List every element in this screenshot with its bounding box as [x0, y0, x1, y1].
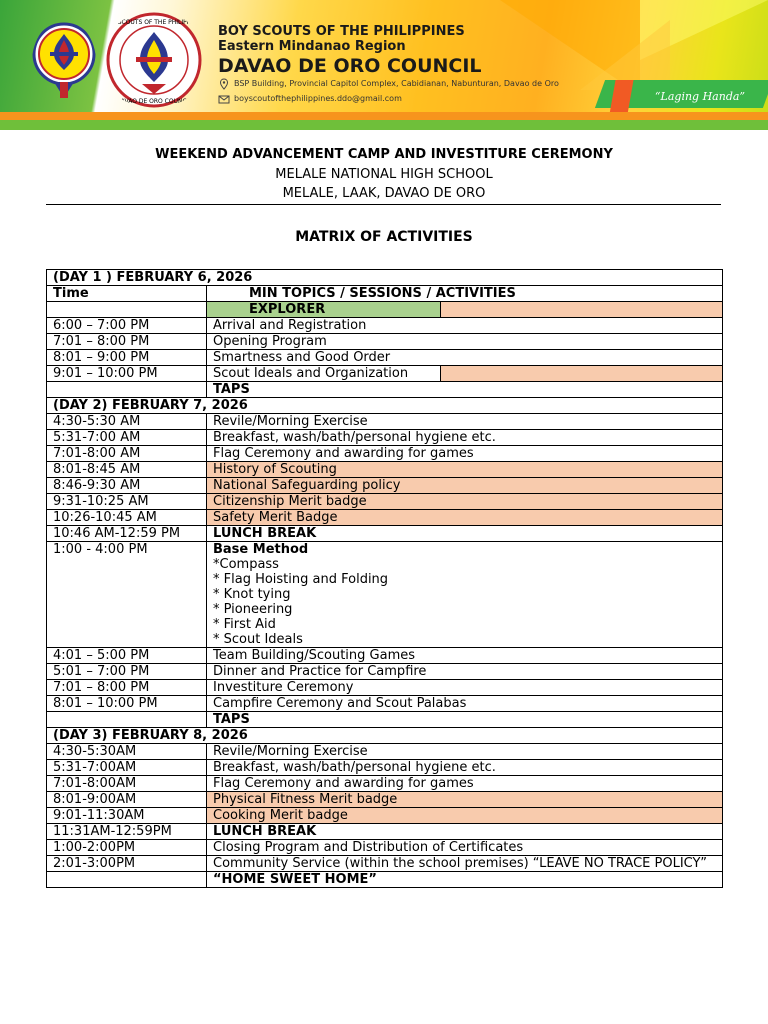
table-row — [47, 510, 723, 526]
time-cell: 8:01-9:00AM — [47, 792, 207, 808]
time-cell: 9:31-10:25 AM — [47, 494, 207, 510]
day2-label: (DAY 2) FEBRUARY 7, 2026 — [47, 398, 723, 414]
taps-row — [47, 382, 723, 398]
council-address: BSP Building, Provincial Capitol Complex, Cabidianan, Nabunturan, Davao de Oro — [234, 79, 559, 88]
table-row — [47, 808, 723, 824]
venue-name: MELALE NATIONAL HIGH SCHOOL — [275, 167, 493, 182]
location-pin-icon — [218, 78, 230, 90]
base-method-cell — [207, 542, 723, 648]
day-header-row — [47, 398, 723, 414]
council-seal-logo — [98, 12, 210, 108]
table-row — [47, 350, 723, 366]
matrix-title: MATRIX OF ACTIVITIES — [295, 229, 473, 245]
activity-cell: Campfire Ceremony and Scout Palabas — [207, 696, 723, 712]
table-row — [47, 318, 723, 334]
activity-cell: Opening Program — [207, 334, 723, 350]
activity-cell: LUNCH BREAK — [207, 526, 723, 542]
time-cell: 11:31AM-12:59PM — [47, 824, 207, 840]
table-row — [47, 840, 723, 856]
activity-cell: Safety Merit Badge — [207, 510, 723, 526]
table-row — [47, 856, 723, 872]
venue-location: MELALE, LAAK, DAVAO DE ORO — [282, 186, 486, 201]
time-cell: 9:01 – 10:00 PM — [47, 366, 207, 382]
event-title: WEEKEND ADVANCEMENT CAMP AND INVESTITURE CEREMONY — [155, 147, 613, 162]
table-row — [47, 680, 723, 696]
activity-cell: Flag Ceremony and awarding for games — [207, 776, 723, 792]
activity-cell: Closing Program and Distribution of Certificates — [207, 840, 723, 856]
header-banner — [0, 0, 768, 130]
bsp-emblem-logo — [32, 20, 96, 104]
table-row — [47, 478, 723, 494]
time-cell: 8:46-9:30 AM — [47, 478, 207, 494]
home-label: “HOME SWEET HOME” — [207, 872, 723, 888]
time-cell: 7:01 – 8:00 PM — [47, 680, 207, 696]
time-cell: 4:30-5:30AM — [47, 744, 207, 760]
day-header-row — [47, 728, 723, 744]
activity-cell: Revile/Morning Exercise — [207, 744, 723, 760]
region-name: Eastern Mindanao Region — [218, 39, 406, 54]
table-row — [47, 760, 723, 776]
table-row — [47, 696, 723, 712]
time-cell: 10:26-10:45 AM — [47, 510, 207, 526]
motto: “Laging Handa” — [654, 90, 746, 103]
table-row — [47, 334, 723, 350]
time-cell: 6:00 – 7:00 PM — [47, 318, 207, 334]
time-cell: 8:01-8:45 AM — [47, 462, 207, 478]
base-method-item: * Knot tying — [213, 587, 291, 602]
activity-cell: Investiture Ceremony — [207, 680, 723, 696]
activity-cell: Citizenship Merit badge — [207, 494, 723, 510]
table-row — [47, 776, 723, 792]
council-email: boyscoutofthephilippines.ddo@gmail.com — [234, 94, 402, 103]
activity-cell: Community Service (within the school premises) “LEAVE NO TRACE POLICY” — [207, 856, 723, 872]
activity-cell: Cooking Merit badge — [207, 808, 723, 824]
base-method-item: *Compass — [213, 557, 279, 572]
activity-cell: Breakfast, wash/bath/personal hygiene etc. — [207, 760, 723, 776]
base-method-title: Base Method — [213, 542, 309, 557]
table-row — [47, 414, 723, 430]
time-cell: 8:01 – 9:00 PM — [47, 350, 207, 366]
activity-cell: Dinner and Practice for Campfire — [207, 664, 723, 680]
activity-cell: Physical Fitness Merit badge — [207, 792, 723, 808]
banner-green-stripe — [0, 120, 768, 130]
time-cell: 1:00-2:00PM — [47, 840, 207, 856]
activity-cell: Smartness and Good Order — [207, 350, 723, 366]
day-header-row — [47, 270, 723, 286]
table-row — [47, 648, 723, 664]
time-cell: 4:01 – 5:00 PM — [47, 648, 207, 664]
activity-cell: Team Building/Scouting Games — [207, 648, 723, 664]
seal-text-bottom: DAVAO DE ORO COUNCIL — [116, 98, 192, 105]
day3-label: (DAY 3) FEBRUARY 8, 2026 — [47, 728, 723, 744]
seal-text-top: BOY SCOUTS OF THE PHILIPPINES — [103, 19, 205, 26]
table-cell — [47, 712, 207, 728]
time-cell: 5:31-7:00 AM — [47, 430, 207, 446]
activity-cell: Revile/Morning Exercise — [207, 414, 723, 430]
time-cell: 8:01 – 10:00 PM — [47, 696, 207, 712]
table-row — [47, 824, 723, 840]
table-row — [47, 494, 723, 510]
activity-cell: History of Scouting — [207, 462, 723, 478]
activity-cell: National Safeguarding policy — [207, 478, 723, 494]
time-column-header: Time — [47, 286, 207, 302]
time-cell: 4:30-5:30 AM — [47, 414, 207, 430]
time-cell: 7:01-8:00 AM — [47, 446, 207, 462]
activity-cell: Scout Ideals and Organization — [207, 366, 441, 382]
activity-cell: Breakfast, wash/bath/personal hygiene etc. — [207, 430, 723, 446]
title-divider — [46, 204, 721, 205]
table-cell — [47, 382, 207, 398]
explorer-label: EXPLORER — [207, 302, 441, 318]
table-cell — [47, 302, 207, 318]
base-method-row — [47, 542, 723, 648]
activities-table — [46, 269, 723, 888]
base-method-item: * Scout Ideals — [213, 632, 303, 647]
taps-label: TAPS — [207, 712, 723, 728]
council-name: DAVAO DE ORO COUNCIL — [218, 55, 482, 77]
base-method-item: * First Aid — [213, 617, 276, 632]
table-row — [47, 526, 723, 542]
activity-cell: LUNCH BREAK — [207, 824, 723, 840]
time-cell: 5:01 – 7:00 PM — [47, 664, 207, 680]
table-row — [47, 446, 723, 462]
time-cell: 10:46 AM-12:59 PM — [47, 526, 207, 542]
envelope-icon — [218, 93, 230, 105]
table-cell — [441, 302, 723, 318]
explorer-row — [47, 302, 723, 318]
time-cell: 7:01-8:00AM — [47, 776, 207, 792]
time-cell: 9:01-11:30AM — [47, 808, 207, 824]
day1-label: (DAY 1 ) FEBRUARY 6, 2026 — [47, 270, 723, 286]
table-row — [47, 366, 723, 382]
taps-label: TAPS — [207, 382, 723, 398]
time-cell: 7:01 – 8:00 PM — [47, 334, 207, 350]
time-cell: 5:31-7:00AM — [47, 760, 207, 776]
column-header-row — [47, 286, 723, 302]
banner-orange-stripe — [0, 112, 768, 120]
activity-cell: Arrival and Registration — [207, 318, 723, 334]
base-method-item: * Flag Hoisting and Folding — [213, 572, 389, 587]
table-row — [47, 744, 723, 760]
table-row — [47, 430, 723, 446]
org-name: BOY SCOUTS OF THE PHILIPPINES — [218, 24, 465, 39]
table-cell — [47, 872, 207, 888]
table-cell — [441, 366, 723, 382]
table-row — [47, 792, 723, 808]
time-cell: 2:01-3:00PM — [47, 856, 207, 872]
table-row — [47, 462, 723, 478]
time-cell: 1:00 - 4:00 PM — [47, 542, 207, 648]
base-method-item: * Pioneering — [213, 602, 293, 617]
topics-column-header: MIN TOPICS / SESSIONS / ACTIVITIES — [207, 286, 723, 302]
activity-cell: Flag Ceremony and awarding for games — [207, 446, 723, 462]
home-row — [47, 872, 723, 888]
taps-row — [47, 712, 723, 728]
table-row — [47, 664, 723, 680]
